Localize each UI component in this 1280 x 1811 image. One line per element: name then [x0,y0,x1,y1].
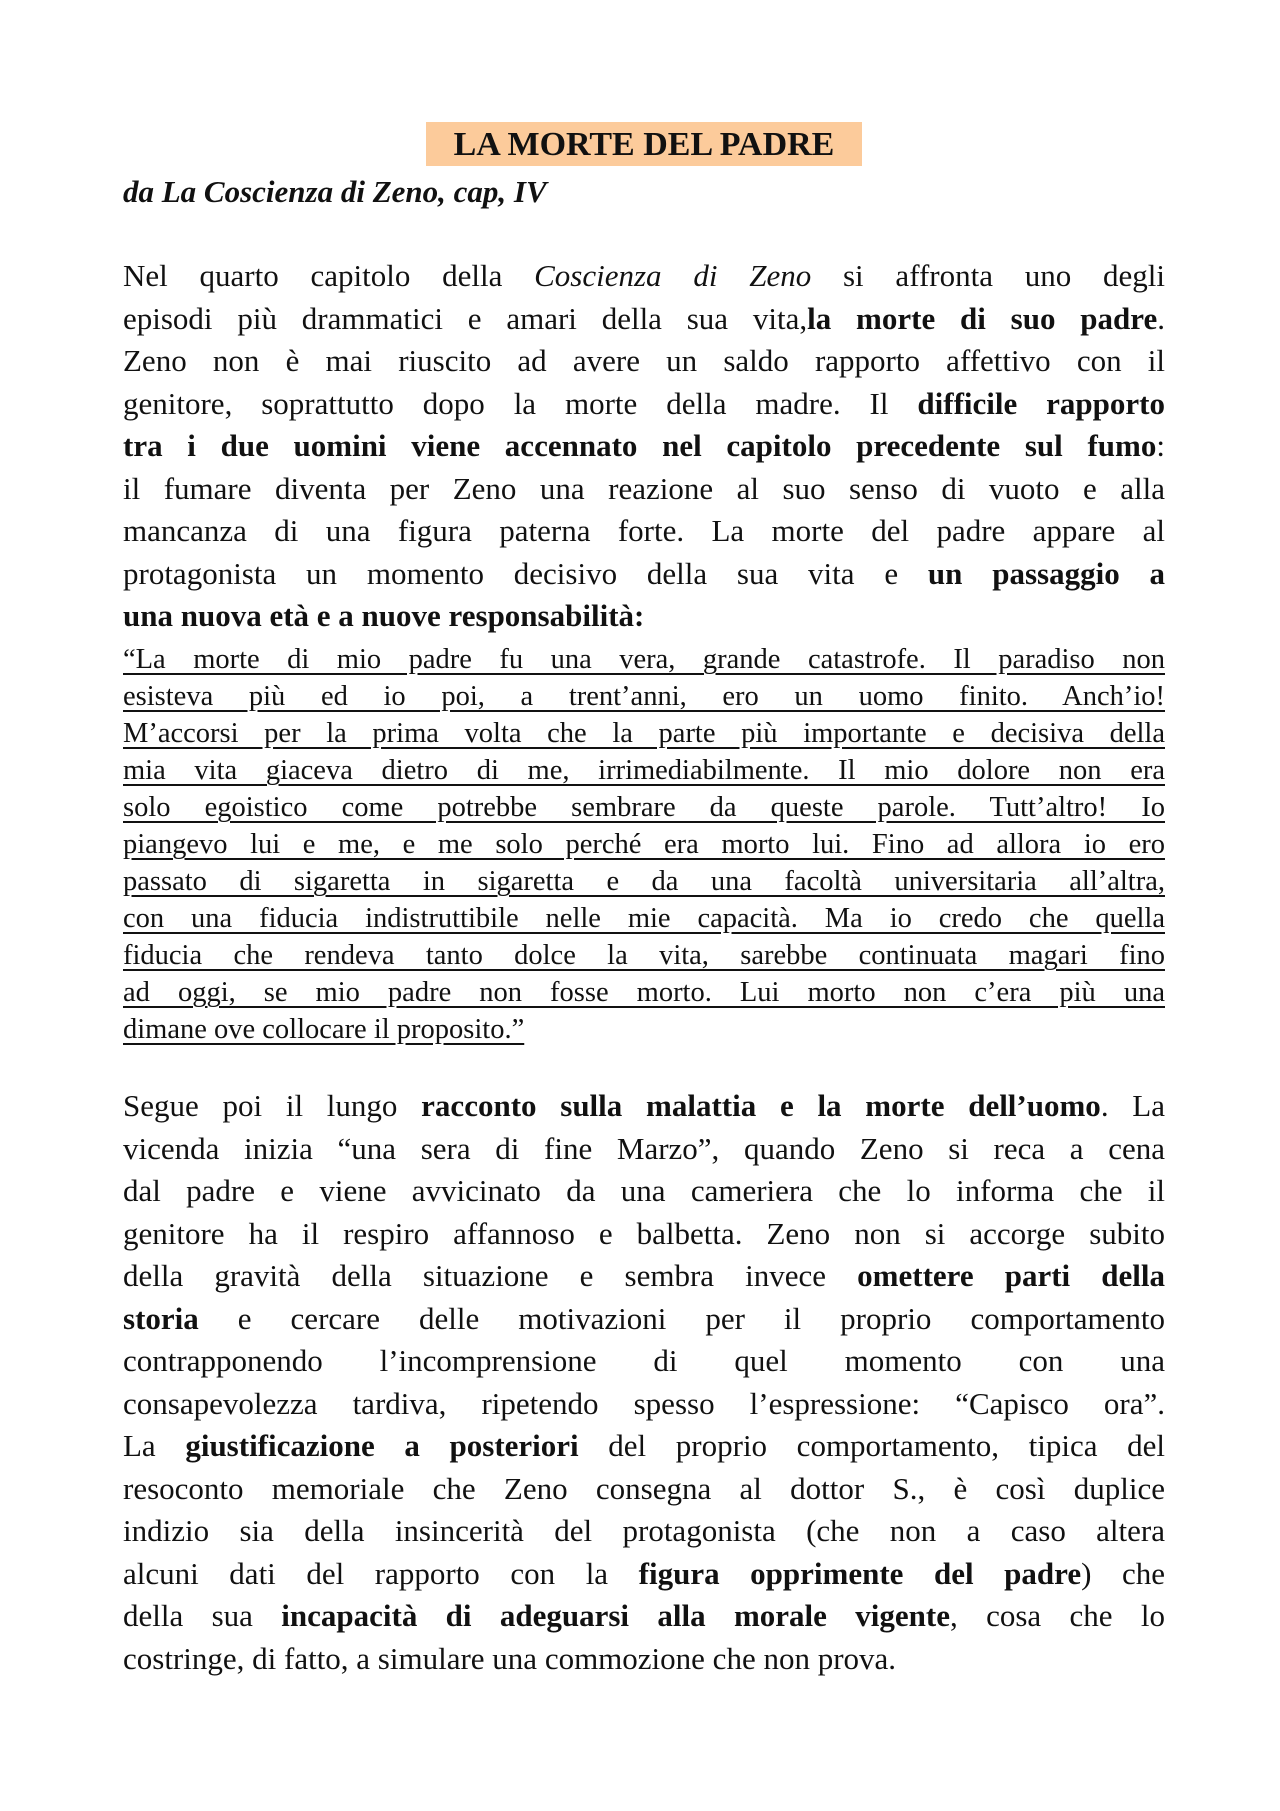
italic-text-run: Coscienza di Zeno [534,258,812,293]
quotation-paragraph [123,641,1165,1048]
text-line [123,383,1165,426]
text-run: Segue poi il lungo [123,1088,422,1123]
bold-text-run: un passaggio a [927,555,1165,591]
bold-text-run: figura opprimente del padre [638,1555,1082,1591]
text-run: della sua [123,1598,282,1633]
text-run: genitore, soprattutto dopo la morte della madre. Il [123,385,918,421]
intro-paragraph [123,255,1165,638]
text-line [123,1298,1165,1341]
text-line [123,255,1165,298]
analysis-paragraph [123,1085,1165,1680]
text-run: contrapponendo l’incomprensione di quel momento con una [123,1343,1165,1378]
text-run: mia vita giaceva dietro di me, irrimediabilmente. Il mio dolore non era [123,755,1165,786]
text-run: dimane ove collocare il proposito.” [123,1014,525,1045]
text-run: fiducia che rendeva tanto dolce la vita, sarebbe continuata magari fino [123,940,1165,971]
text-line [123,1340,1165,1383]
text-line [123,1085,1165,1128]
text-run: Nel quarto capitolo della [123,258,535,293]
text-line [123,900,1165,937]
bold-text-run: storia [123,1300,199,1336]
text-run: piangevo lui e me, e me solo perché era morto lui. Fino ad allora io ero [123,829,1165,860]
text-run: M’accorsi per la prima volta che la parte più importante e decisiva della [123,718,1165,749]
bold-text-run: incapacità di adeguarsi alla morale vigente [281,1598,950,1633]
text-run: solo egoistico come potrebbe sembrare da queste parole. Tutt’altro! Io [123,792,1165,823]
text-run: indizio sia della insincerità del protagonista (che non a caso altera [123,1513,1165,1548]
text-line [123,595,1165,638]
text-run: . La [1100,1088,1165,1123]
text-run: mancanza di una figura paterna forte. La morte del padre appare al [123,513,1165,548]
text-line [123,1213,1165,1256]
document-subtitle: da La Coscienza di Zeno, cap, IV [123,174,547,209]
bold-text-run: una nuova età e a nuove responsabilità: [123,598,645,633]
text-run: esisteva più ed io poi, a trent’anni, ero un uomo finito. Anch’io! [123,681,1165,712]
text-line [123,468,1165,511]
text-run: ad oggi, se mio padre non fosse morto. Lui morto non c’era più una [123,977,1165,1008]
text-line [123,789,1165,826]
text-line [123,1638,1165,1681]
text-line [123,1128,1165,1171]
text-run: costringe, di fatto, a simulare una commozione che non prova. [123,1640,897,1676]
text-line [123,298,1165,341]
bold-text-run: tra i due uomini viene accennato nel capitolo precedente sul fumo [123,428,1157,463]
text-run: “La morte di mio padre fu una vera, grande catastrofe. Il paradiso non [123,644,1165,675]
text-line [123,752,1165,789]
text-run: Zeno non è mai riuscito ad avere un saldo rapporto affettivo con il [123,343,1165,378]
text-line [123,715,1165,752]
bold-text-run: difficile rapporto [917,385,1165,421]
text-line [123,937,1165,974]
text-run: : [1156,428,1165,463]
text-line [123,425,1165,468]
text-run: protagonista un momento decisivo della sua vita e [123,555,928,591]
text-run: consapevolezza tardiva, ripetendo spesso l’espressione: “Capisco ora”. [123,1385,1165,1421]
text-line [123,1595,1165,1638]
text-run: il fumare diventa per Zeno una reazione al suo senso di vuoto e alla [123,470,1165,506]
text-line [123,1553,1165,1596]
text-run: e cercare delle motivazioni per il proprio comportamento [198,1300,1165,1336]
text-line [123,1425,1165,1468]
text-line [123,1011,1165,1048]
text-line [123,1468,1165,1511]
text-line [123,974,1165,1011]
bold-text-run: giustificazione a posteriori [185,1428,579,1463]
text-run: genitore ha il respiro affannoso e balbetta. Zeno non si accorge subito [123,1215,1165,1251]
text-line [123,1510,1165,1553]
bold-text-run: la morte di suo padre [807,300,1158,336]
bold-text-run: racconto sulla malattia e la morte dell’uomo [421,1088,1101,1123]
text-run: La [123,1428,186,1463]
text-run: si affronta uno degli [811,258,1165,293]
text-run: del proprio comportamento, tipica del [578,1428,1165,1463]
text-run: ) che [1081,1555,1165,1591]
text-line [123,553,1165,596]
text-run: dal padre e viene avvicinato da una cameriera che lo informa che il [123,1173,1165,1208]
text-run: passato di sigaretta in sigaretta e da una facoltà universitaria all’altra, [123,866,1165,897]
text-run: vicenda inizia “una sera di fine Marzo”, quando Zeno si reca a cena [123,1130,1165,1166]
bold-text-run: omettere parti della [857,1258,1165,1293]
text-run: della gravità della situazione e sembra invece [123,1258,858,1293]
text-run: alcuni dati del rapporto con la [123,1555,639,1591]
text-line [123,863,1165,900]
text-line [123,510,1165,553]
text-run: , cosa che lo [949,1598,1165,1633]
text-run: con una fiducia indistruttibile nelle mie capacità. Ma io credo che quella [123,903,1165,934]
text-line [123,340,1165,383]
document-title: LA MORTE DEL PADRE [426,122,862,166]
text-line [123,1383,1165,1426]
text-line [123,641,1165,678]
text-line [123,826,1165,863]
text-line [123,1170,1165,1213]
text-line [123,1255,1165,1298]
text-line [123,678,1165,715]
text-run: . [1157,300,1165,336]
text-run: resoconto memoriale che Zeno consegna al dottor S., è così duplice [123,1470,1165,1506]
text-run: episodi più drammatici e amari della sua vita, [123,300,808,336]
